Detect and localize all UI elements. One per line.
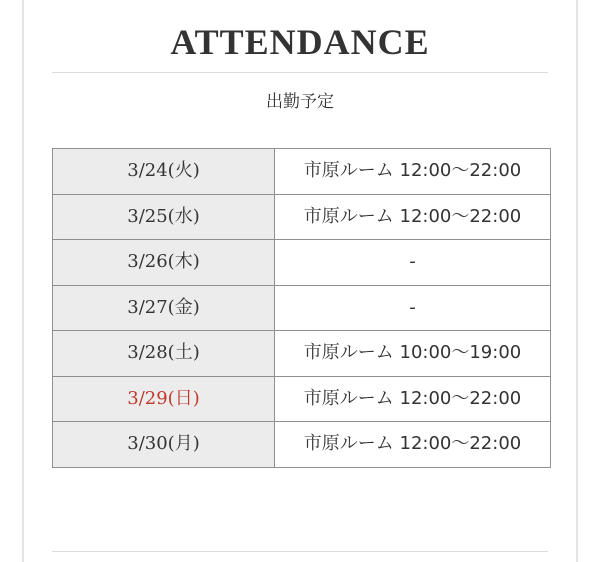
attendance-panel (22, 0, 578, 562)
section-subtitle: 出勤予定 (266, 92, 334, 112)
attendance-schedule-table (52, 148, 551, 468)
table-row (53, 422, 551, 468)
schedule-shift: 市原ルーム 12:00〜22:00 (275, 376, 551, 422)
section-title: ATTENDANCE (170, 22, 430, 62)
schedule-date: 3/30(月) (53, 422, 275, 468)
bottom-divider (52, 551, 548, 552)
schedule-shift: - (275, 240, 551, 286)
table-row (53, 285, 551, 331)
schedule-date: 3/28(土) (53, 331, 275, 377)
table-row (53, 376, 551, 422)
schedule-date: 3/25(水) (53, 194, 275, 240)
schedule-shift: - (275, 285, 551, 331)
table-row (53, 331, 551, 377)
schedule-shift: 市原ルーム 10:00〜19:00 (275, 331, 551, 377)
table-row (53, 240, 551, 286)
schedule-shift: 市原ルーム 12:00〜22:00 (275, 194, 551, 240)
schedule-date: 3/26(木) (53, 240, 275, 286)
title-divider (52, 72, 548, 73)
schedule-shift: 市原ルーム 12:00〜22:00 (275, 149, 551, 195)
schedule-shift: 市原ルーム 12:00〜22:00 (275, 422, 551, 468)
table-row (53, 149, 551, 195)
schedule-date: 3/27(金) (53, 285, 275, 331)
table-row (53, 194, 551, 240)
schedule-date: 3/24(火) (53, 149, 275, 195)
schedule-date-holiday: 3/29(日) (53, 376, 275, 422)
